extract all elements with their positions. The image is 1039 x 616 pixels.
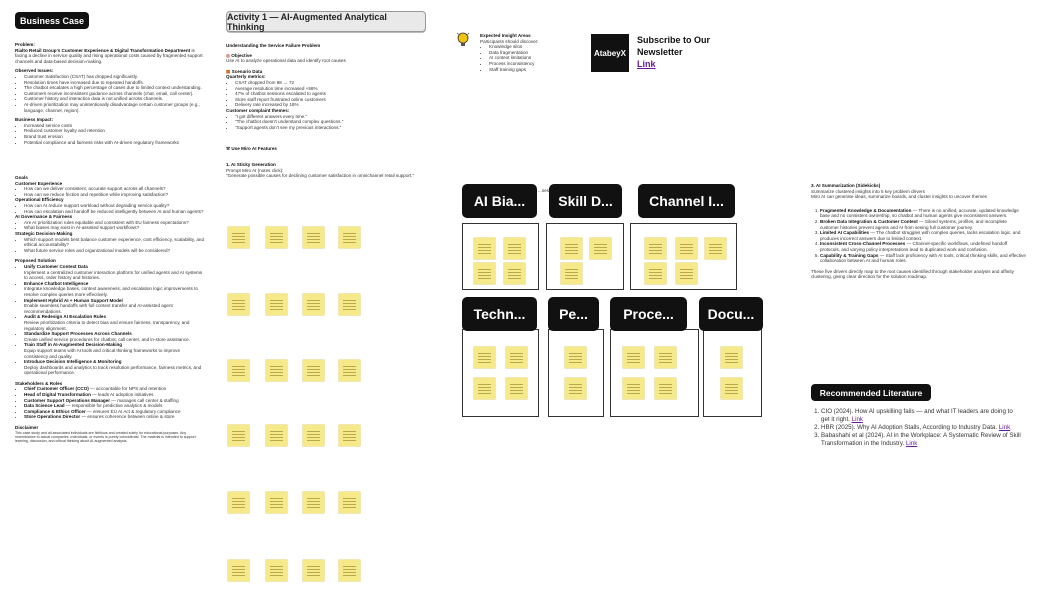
goal-list (15, 203, 205, 214)
list-item: • Brand trust erosion (24, 134, 205, 140)
sticky-note[interactable] (590, 238, 611, 259)
list-item: • "The chatbot doesn't understand complex questions." (235, 119, 436, 125)
list-item: • Customers receive inconsistent guidance across channels (chat, email, call center). (24, 91, 205, 97)
goal-list (15, 186, 205, 197)
list-item (24, 342, 205, 359)
business-case-badge: Business Case (15, 12, 89, 29)
themes-heading: Customer complaint themes: (226, 107, 290, 113)
sticky-note[interactable] (474, 263, 495, 284)
solution-text: Create unified service procedures for chatbot, call center, and in-store assistance. (24, 336, 190, 342)
driver-text: The chatbot struggles with complex queries, lacks escalation logic, and produces incorrect answers due to limited context. (820, 230, 1021, 241)
stakeholder-title: Chief Customer Officer (CCO) (24, 386, 89, 392)
insights-heading: Expected Insight Areas (480, 33, 531, 38)
list-item: • Chief Customer Officer (CCO) — accountable for NPS and retention (24, 386, 205, 392)
driver-title: Fragmented Knowledge & Documentation (820, 207, 912, 213)
list-item: • Head of Digital Transformation — leads AI adoption initiatives (24, 392, 205, 398)
insights-list (480, 44, 575, 72)
list-item (24, 281, 205, 298)
stakeholders-heading: Stakeholders & Roles (15, 380, 63, 386)
list-item: • Customer Support Operations Manager — manages call center & staffing (24, 398, 205, 404)
literature-link[interactable]: Link (851, 416, 863, 423)
understand-heading: Understanding the Service Failure Problem (226, 43, 321, 48)
list-item: 2. Broken Data Integration & Customer Context — Siloed systems, profiles, and incomplete customer histories prevent agents and AI from seeing full customer journey. (820, 219, 1026, 230)
stakeholder-title: Data Science Lead (24, 403, 65, 409)
list-item (821, 432, 1021, 448)
stakeholder-text: responsible for predictive analytics & models (71, 403, 163, 409)
solution-list (15, 264, 205, 376)
solution-title: Implement Hybrid AI + Human Support Model (24, 297, 123, 303)
cluster-label-channel[interactable]: Channel I... (638, 184, 735, 218)
disclaimer-text: This case study and all associated individuals are fictitious and created solely for educational purposes. Any resemblance to actual companies, individuals, or events is purely coincidental. The material is intended to support learning, discussion, and critical thinking about AI-augmented analysis. (15, 430, 196, 444)
cluster-frame-skill[interactable] (546, 223, 624, 290)
sticky-note[interactable] (266, 360, 287, 381)
stakeholder-title: Store Operations Director (24, 414, 81, 420)
literature-text: CIO (2024). How AI upskilling fails — and what IT leaders are doing to get it right. (821, 408, 1013, 423)
sticky-note[interactable] (561, 238, 582, 259)
cluster-label-skill[interactable]: Skill D... (549, 184, 622, 218)
cluster-frame-documentation[interactable] (703, 329, 762, 417)
solution-title: Train Staff in AI-Augmented Decision-Making (24, 342, 123, 348)
literature-badge: Recommended Literature (811, 384, 931, 401)
sticky-prompt: "Generate possible causes for declining customer satisfaction in omnichannel retail support." (226, 173, 415, 179)
literature-link[interactable]: Link (905, 440, 918, 447)
list-item: • Which support models best balance customer experience, cost efficiency, scalability, and ethical accountability? (24, 237, 205, 248)
problem-paragraph (15, 48, 205, 65)
list-item: • How can AI reduce support workload without degrading service quality? (24, 203, 205, 209)
list-item: • Knowledge silos (489, 44, 575, 50)
cluster-label-people[interactable]: Pe... (548, 297, 599, 331)
solution-text: Equip support teams with AI tools and critical thinking frameworks to improve consistency and quality. (24, 347, 181, 359)
list-item: • How can escalation and handoff be reduced intelligently between AI and human agents? (24, 209, 205, 215)
list-item: • Data fragmentation (489, 50, 575, 56)
list-item: • Customer history and interaction data is not unified across channels. (24, 96, 205, 102)
sticky-note[interactable] (339, 492, 360, 513)
sticky-note[interactable] (228, 425, 249, 446)
solution-text: Implement a centralized customer interaction platform for unified agents and AI systems to access, order history and histories. (24, 269, 203, 281)
list-item: • How can we reduce friction and repetition while improving satisfaction? (24, 192, 205, 198)
sticky-prompt-label: Prompt Miro AI (notes click): (226, 167, 284, 173)
list-item (24, 331, 205, 342)
solution-title: Introduce Decision Intelligence & Monitoring (24, 359, 122, 365)
list-item: • Store Operations Director — ensures coherence between online & store (24, 414, 205, 420)
goal-list (15, 237, 205, 254)
atabeyx-logo: AtabeyX (591, 34, 629, 72)
goal-group-title: Strategic Decision-Making (15, 231, 73, 237)
driver-title: Broken Data Integration & Customer Context (820, 218, 918, 224)
impact-heading: Business Impact: (15, 117, 54, 123)
list-item: • Store staff report frustrated online customers (235, 97, 436, 103)
observed-heading: Observed Issues: (15, 68, 54, 74)
newsletter-link[interactable]: Link (637, 59, 656, 69)
list-item: • CSAT dropped from 88 → 72 (235, 80, 436, 86)
activity-title: Activity 1 — AI-Augmented Analytical Thinking (226, 11, 426, 32)
list-item: • Staff training gaps (489, 67, 575, 73)
list-item: • Resolution times have increased due to repeated handoffs. (24, 80, 205, 86)
stakeholder-title: Head of Digital Transformation (24, 392, 91, 398)
stakeholder-list (15, 386, 205, 420)
insights-block (480, 33, 575, 72)
disclaimer-heading: Disclaimer (15, 425, 39, 431)
objective-heading-label: Objective (231, 52, 252, 58)
sticky-note[interactable] (676, 263, 697, 284)
sticky-note[interactable] (705, 238, 726, 259)
summary-block (811, 183, 1026, 280)
list-item: • "Support agents don't see my previous interactions." (235, 125, 436, 131)
lightbulb-icon (456, 32, 470, 48)
stakeholder-text: leads AI adoption initiatives (98, 392, 154, 398)
list-item: • "I got different answers every time." (235, 114, 436, 120)
business-case-text (15, 42, 205, 444)
sticky-note[interactable] (228, 492, 249, 513)
driver-title: Limited AI Capabilities (820, 230, 870, 236)
sticky-note[interactable] (303, 492, 324, 513)
newsletter-text: Subscribe to Our Newsletter (637, 35, 711, 57)
solution-text: Deploy dashboards and analytics to track resolution performance, fairness metrics, and operational performance. (24, 364, 202, 376)
drivers-list (811, 208, 1026, 264)
sticky-note[interactable] (474, 238, 495, 259)
sticky-note[interactable] (676, 238, 697, 259)
list-item: 5. Capability & Training Gaps — Staff lack proficiency with AI tools, critical thinking skills, and effective collaboration between AI and human roles. (820, 253, 1026, 264)
sticky-note[interactable] (504, 238, 525, 259)
list-item (821, 424, 1021, 432)
summary-heading: 3. AI Summarization (Sidekicks) (811, 183, 881, 188)
solution-text: Integrate knowledge bases, context awareness, and escalation logic improvements to resolve complex queries more effectively. (24, 286, 198, 297)
sticky-note[interactable] (506, 347, 527, 368)
list-item: • Average resolution time increased +58% (235, 86, 436, 92)
driver-text: Siloed systems, profiles, and incomplete customer histories prevent agents and AI from seeing full customer journey. (820, 218, 1007, 230)
sticky-note[interactable] (303, 425, 324, 446)
sticky-note[interactable] (228, 360, 249, 381)
solution-title: Audit & Redesign AI Escalation Rules (24, 314, 107, 320)
sticky-note[interactable] (228, 560, 249, 581)
list-item: • Process inconsistency (489, 61, 575, 67)
goal-group-title: AI Governance & Fairness (15, 214, 73, 220)
sticky-note[interactable] (623, 347, 644, 368)
list-item: 1. Fragmented Knowledge & Documentation — There is no unified, accurate, updated knowledge base and no consistent ownership, so chatbot and human agents give inconsistent answers. (820, 208, 1026, 219)
sticky-note[interactable] (565, 378, 586, 399)
literature-text: Babashahi et al (2024). AI in the Workplace: A Systematic Review of Skill Transformation in the Industry. (821, 432, 1021, 447)
list-item: • AI-driven prioritization may unintentionally disadvantage certain customer groups (e.g., language, channel, region). (24, 102, 205, 113)
solution-text: Review prioritization criteria to detect bias and ensure fairness, transparency, and regulatory alignment. (24, 319, 190, 331)
list-item: • What biases may exist in AI-assisted support workflows? (24, 225, 205, 231)
sticky-notes-grid (226, 225, 366, 605)
sticky-note[interactable] (303, 294, 324, 315)
driver-title: Capability & Training Gaps (820, 252, 879, 258)
sticky-note[interactable] (474, 347, 495, 368)
list-item: • What future service roles and organizational models will be considered? (24, 248, 205, 254)
driver-text: Channel-specific workflows, undefined handoff protocols, and varying policy interpretations lead to duplicated work and confusion. (820, 241, 1008, 252)
problem-title: Rialto Retail Group's Customer Experience & Digital Transformation Department (15, 47, 191, 53)
list-item: • Increased service costs (24, 123, 205, 129)
sticky-note[interactable] (228, 227, 249, 248)
cluster-behind-text: ...ses (538, 188, 549, 193)
list-item: • AI context limitations (489, 55, 575, 61)
list-item: • Customer Satisfaction (CSAT) has dropped significantly. (24, 74, 205, 80)
goal-list (15, 220, 205, 231)
stakeholder-text: accountable for NPS and retention (96, 386, 167, 392)
cluster-frame-people[interactable] (548, 329, 604, 417)
sticky-note[interactable] (504, 263, 525, 284)
goal-group-title: Operational Efficiency (15, 197, 64, 203)
sticky-note[interactable] (266, 227, 287, 248)
stakeholder-text: ensures coherence between online & store (87, 414, 175, 420)
stakeholder-text: ensures EU AI Act & regulatory compliance (92, 408, 181, 414)
stakeholder-title: Compliance & Ethics Officer (24, 408, 86, 414)
themes-list (226, 114, 436, 131)
literature-list (811, 408, 1021, 448)
solution-title: Standardize Support Processes Across Channels (24, 331, 132, 337)
sticky-note[interactable] (474, 378, 495, 399)
list-item: • Reduced customer loyalty and retention (24, 128, 205, 134)
list-item: • 47% of chatbot sessions escalated to agents (235, 91, 436, 97)
scenario-heading-label: Scenario Data (231, 68, 263, 74)
solution-heading: Proposed Solution (15, 258, 56, 264)
summary-sub: Miro AI can generate ideas, summarize boards, and cluster insights to uncover themes (811, 194, 987, 200)
miro-heading-label: Use Miro AI Features (231, 146, 277, 152)
stakeholder-title: Customer Support Operations Manager (24, 397, 111, 403)
solution-text: Enable seamless handoffs with full context transfer and AI-assisted agent recommendations. (24, 303, 173, 314)
tools-icon: ⚒ (226, 146, 231, 152)
sticky-note[interactable] (623, 378, 644, 399)
chart-icon: ▤ (226, 68, 231, 74)
list-item: • Are AI prioritization rules equitable and consistent with EU fairness expectations? (24, 220, 205, 226)
observed-list (15, 74, 205, 113)
cluster-label-ai-bias[interactable]: AI Bia... (462, 184, 537, 218)
sticky-note[interactable] (721, 347, 742, 368)
insights-intro: Participants should discover: (480, 38, 539, 44)
cluster-label-process[interactable]: Proce... (610, 297, 687, 331)
summary-intro: Summarize clustered insights into 5 key problem drivers (811, 188, 925, 194)
target-icon: ◎ (226, 52, 231, 58)
sticky-note[interactable] (266, 492, 287, 513)
stakeholder-text: manages call center & staffing (117, 397, 179, 403)
problem-heading: Problem: (15, 42, 35, 47)
list-item: 4. Inconsistent Cross-Channel Processes — Channel-specific workflows, undefined handoff protocols, and varying policy interpretations lead to duplicated work and confusion. (820, 241, 1026, 252)
impact-list (15, 123, 205, 145)
goal-group-title: Customer Experience (15, 180, 63, 186)
sticky-heading: 1. AI Sticky Generation (226, 161, 276, 167)
cluster-label-documentation[interactable]: Docu... (699, 297, 763, 331)
activity-text (226, 43, 436, 179)
driver-text: Staff lack proficiency with AI tools, critical thinking skills, and effective collaboration between AI and human roles. (820, 252, 1026, 264)
sticky-note[interactable] (303, 360, 324, 381)
objective-text: Use AI to analyze operational data and identify root causes (226, 58, 346, 64)
solution-title: Enhance Chatbot Intelligence (24, 280, 89, 286)
sticky-note[interactable] (506, 378, 527, 399)
list-item (24, 359, 205, 376)
list-item: 3. Limited AI Capabilities — The chatbot struggles with complex queries, lacks escalation logic, and produces incorrect answers due to limited context. (820, 230, 1026, 241)
quarterly-list (226, 80, 436, 108)
summary-outro: These five drivers directly map to the root causes identified through stakeholder analysis and affinity clustering, giving clear direction for the solution roadmap. (811, 268, 1014, 280)
sticky-note[interactable] (266, 425, 287, 446)
quarterly-heading: Quarterly metrics: (226, 74, 266, 80)
sticky-note[interactable] (339, 360, 360, 381)
goals-heading: Goals (15, 175, 28, 181)
driver-text: There is no unified, accurate, updated knowledge base and no consistent ownership, so chatbot and human agents give inconsistent answers. (820, 207, 1019, 219)
literature-text: HBR (2025). Why AI Adoption Stalls, According to Industry Data. (821, 424, 998, 431)
list-item: • How can we deliver consistent, accurate support across all channels? (24, 186, 205, 192)
sticky-note[interactable] (655, 347, 676, 368)
list-item: • Delivery rate increased by 18% (235, 102, 436, 108)
sticky-note[interactable] (645, 263, 666, 284)
list-item (24, 314, 205, 331)
list-item: • Potential compliance and fairness risks with AI-driven regulatory frameworks (24, 140, 205, 146)
sticky-note[interactable] (339, 294, 360, 315)
list-item (24, 298, 205, 315)
list-item: • Data Science Lead — responsible for predictive analytics & models (24, 403, 205, 409)
cluster-frame-technology[interactable] (462, 329, 539, 417)
solution-title: Unify Customer Context Data (24, 264, 88, 269)
sticky-note[interactable] (721, 378, 742, 399)
cluster-frame-process[interactable] (610, 329, 699, 417)
sticky-note[interactable] (228, 294, 249, 315)
cluster-label-technology[interactable]: Techn... (462, 297, 537, 331)
driver-title: Inconsistent Cross-Channel Processes (820, 241, 906, 247)
sticky-note[interactable] (303, 227, 324, 248)
list-item (821, 408, 1021, 424)
sticky-note[interactable] (561, 263, 582, 284)
sticky-note[interactable] (303, 560, 324, 581)
list-item: • The chatbot escalates a high percentage of cases due to limited context understanding. (24, 85, 205, 91)
sticky-note[interactable] (339, 425, 360, 446)
sticky-note[interactable] (339, 560, 360, 581)
sticky-note[interactable] (565, 347, 586, 368)
sticky-note[interactable] (339, 227, 360, 248)
literature-link[interactable]: Link (998, 424, 1011, 431)
sticky-note[interactable] (645, 238, 666, 259)
sticky-note[interactable] (266, 560, 287, 581)
list-item (24, 264, 205, 281)
sticky-note[interactable] (655, 378, 676, 399)
sticky-note[interactable] (266, 294, 287, 315)
problem-text: is facing a decline in service quality and rising operational costs caused by fragmented support channels and data-based decision-making. (15, 47, 203, 64)
list-item: • Compliance & Ethics Officer — ensures EU AI Act & regulatory compliance (24, 409, 205, 415)
